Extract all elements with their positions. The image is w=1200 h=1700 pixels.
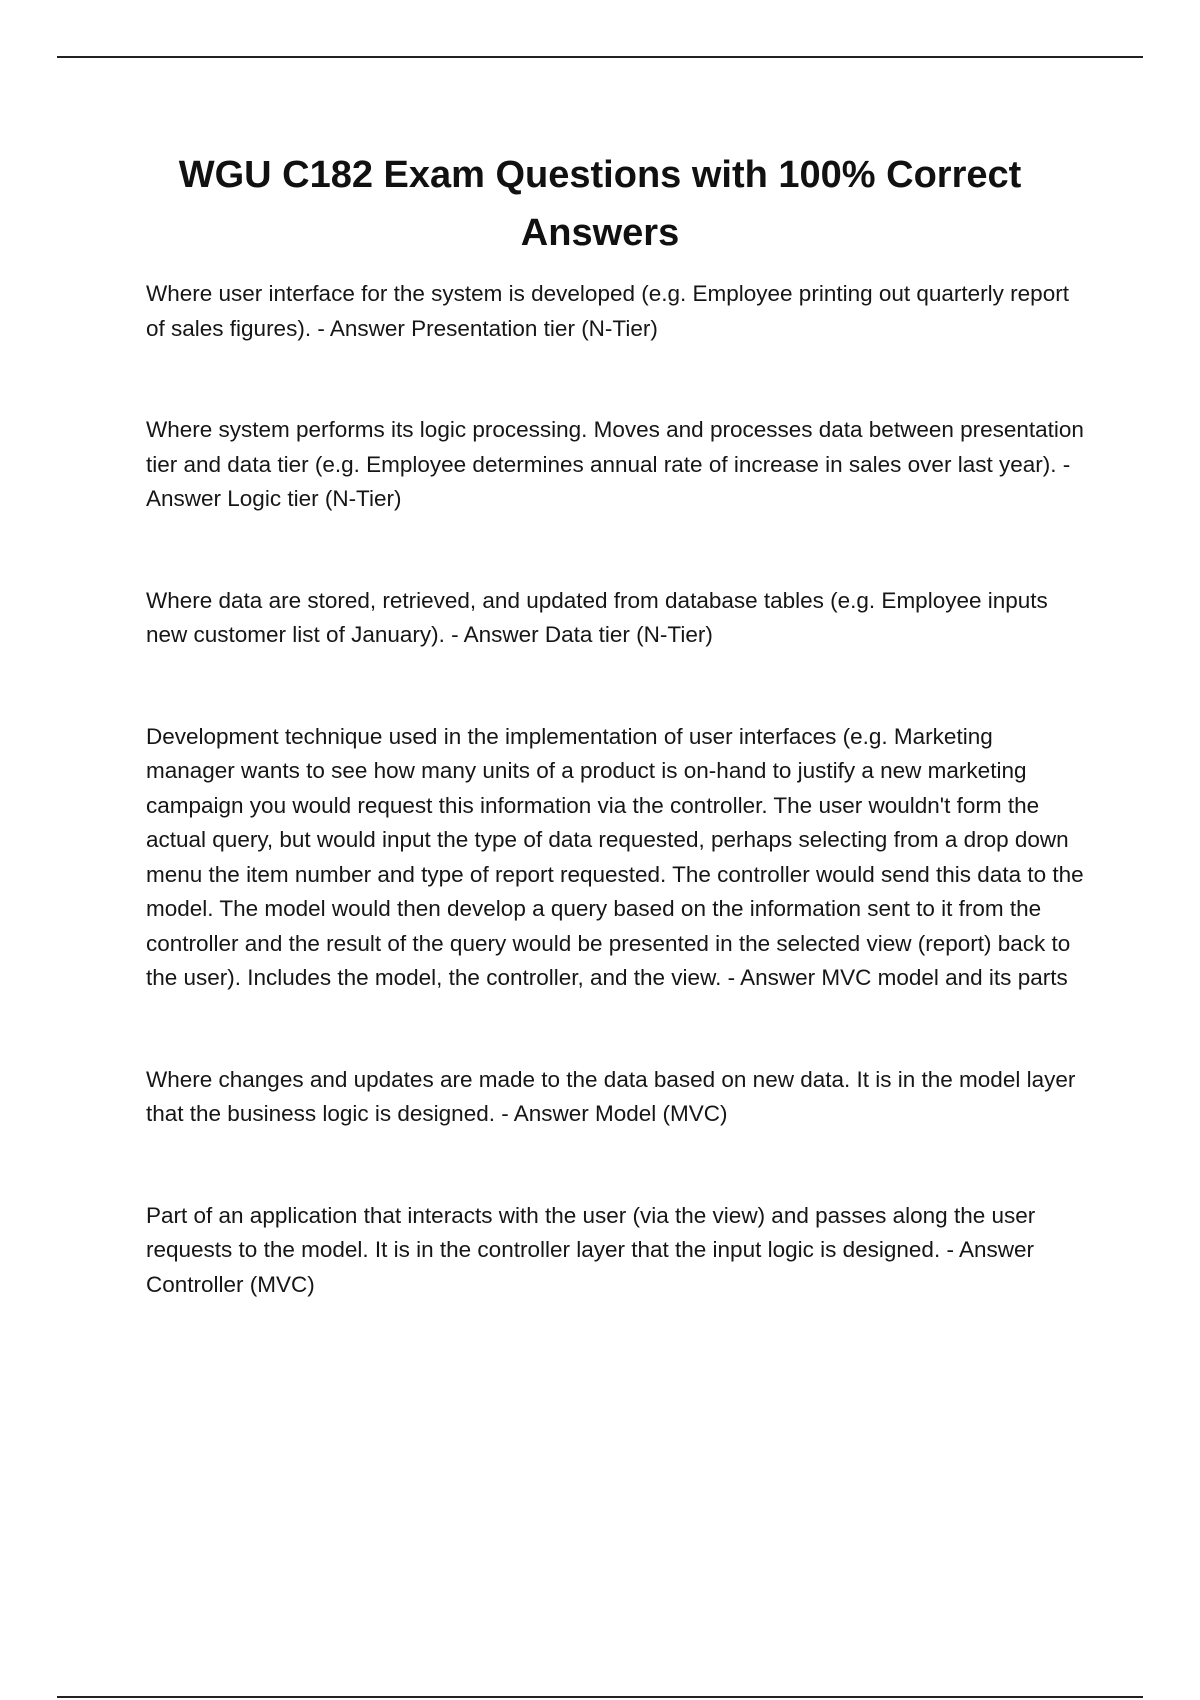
qa-entry-mvc-model: Development technique used in the implementation of user interfaces (e.g. Marketing manager wants to see how many units of a product is on-hand to justify a new marketing campaign you would request this information via the controller. The user wouldn't form the actual query, but would input the type of data requested, perhaps selecting from a drop down menu the item number and type of report requested. The controller would send this data to the model. The model would then develop a query based on the information sent to it from the controller and the result of the query would be presented in the selected view (report) back to the user). Includes the model, the controller, and the view. - Answer MVC model and its parts bbox=[146, 723, 1084, 990]
qa-entry-presentation-tier: Where user interface for the system is developed (e.g. Employee printing out quarterly report of sales figures). - Answer Presentation tier (N-Tier) bbox=[146, 281, 1069, 341]
qa-entry-model-mvc: Where changes and updates are made to the data based on new data. It is in the model layer that the business logic is designed. - Answer Model (MVC) bbox=[146, 1066, 1076, 1126]
footer-rule bbox=[57, 1696, 1143, 1698]
qa-entry-controller-mvc: Part of an application that interacts with the user (via the view) and passes along the user requests to the model. It is in the controller layer that the input logic is designed. - Answer Controller (MVC) bbox=[146, 1202, 1036, 1297]
qa-entry-logic-tier: Where system performs its logic processing. Moves and processes data between presentation tier and data tier (e.g. Employee determines annual rate of increase in sales over last year). - Answer Logic tier (N-Tier) bbox=[146, 417, 1084, 511]
document-title: WGU C182 Exam Questions with 100% Correct Answers bbox=[178, 154, 1022, 254]
qa-entry-data-tier: Where data are stored, retrieved, and updated from database tables (e.g. Employee inputs new customer list of January). - Answer Data tier (N-Tier) bbox=[146, 587, 1048, 647]
header-rule bbox=[57, 56, 1143, 58]
qa-list bbox=[146, 277, 1086, 1369]
